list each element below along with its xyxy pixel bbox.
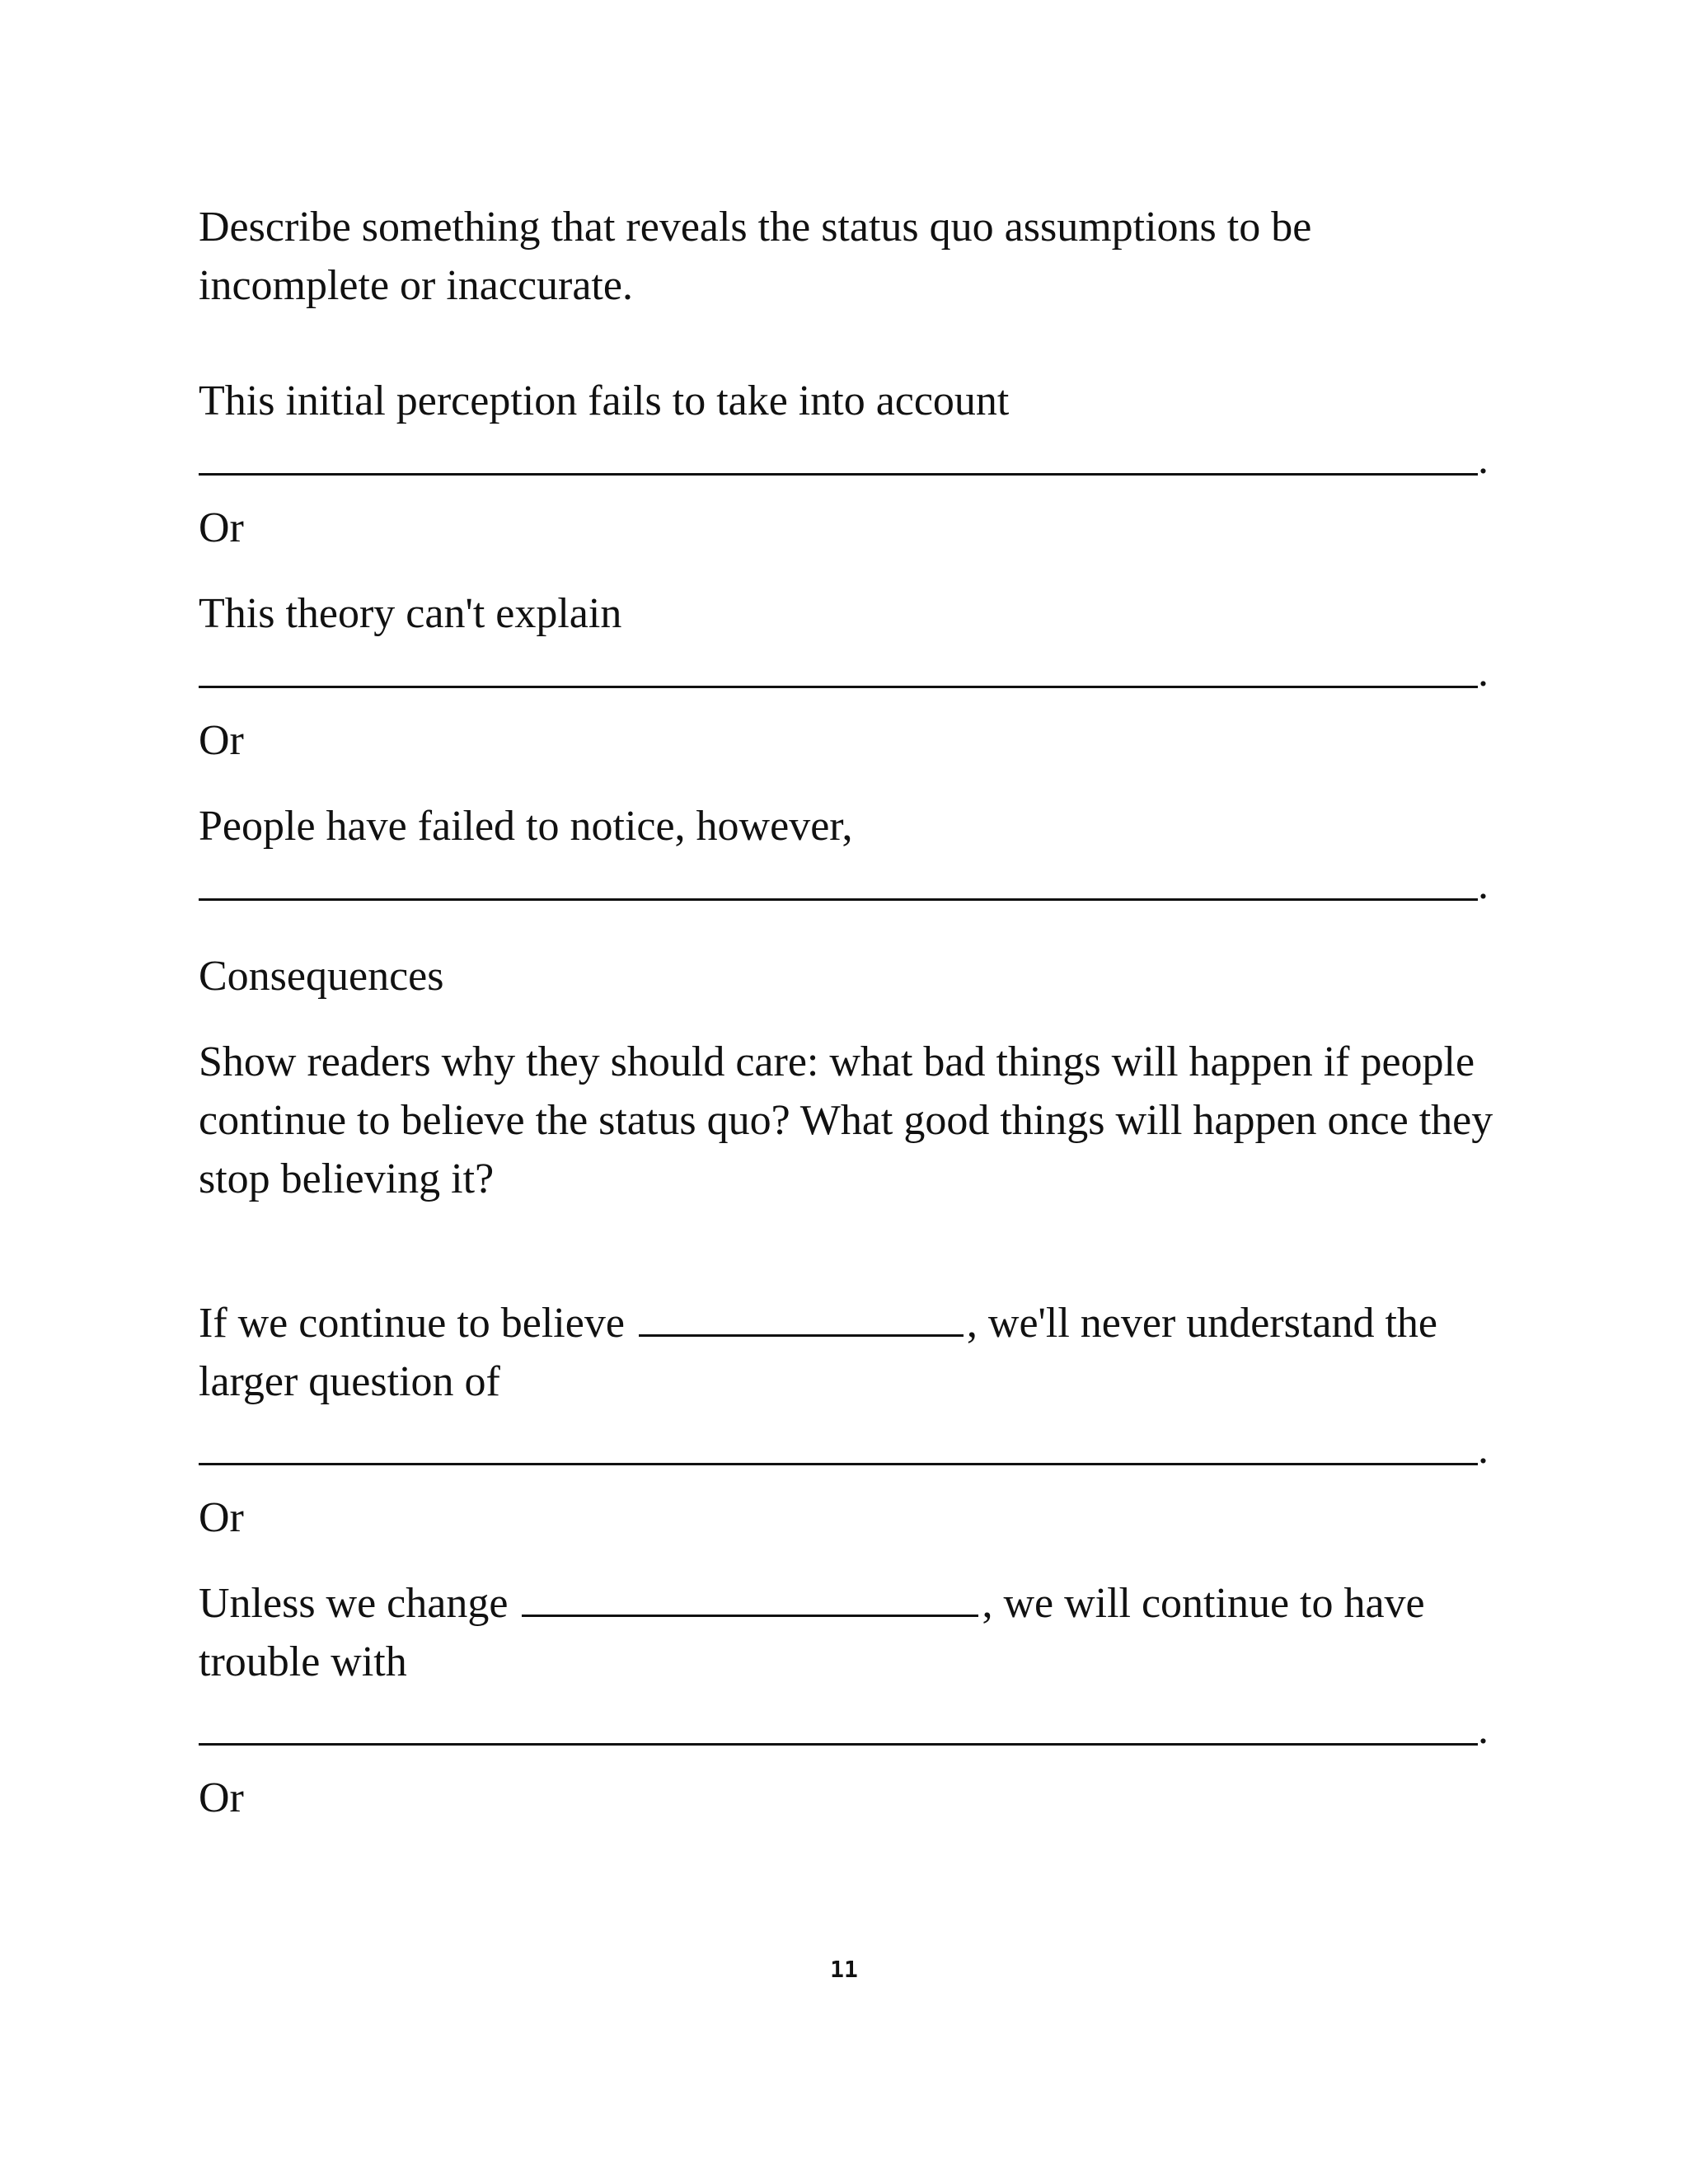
prompt-unless-we-change — [199, 1574, 1484, 1691]
fill-in-blank-2[interactable] — [199, 643, 1501, 696]
blank-rule — [199, 686, 1478, 688]
blank-rule — [199, 1463, 1478, 1465]
blank-period: . — [1478, 436, 1489, 483]
blank-period: . — [1478, 861, 1489, 908]
fill-in-blank-1[interactable] — [199, 430, 1501, 483]
inline-blank-2[interactable] — [522, 1575, 978, 1617]
prompt-text-after: , we'll never understand the larger question of — [199, 1300, 1437, 1405]
prompt-text-after: , we will continue to have trouble with — [199, 1580, 1425, 1685]
blank-rule — [199, 473, 1478, 476]
blank-rule — [199, 1743, 1478, 1746]
fill-in-blank-4[interactable] — [199, 1420, 1501, 1473]
or-separator-4: Or — [199, 1774, 244, 1821]
prompt-theory-cant-explain: This theory can't explain — [199, 590, 622, 637]
or-separator-2: Or — [199, 717, 244, 764]
prompt-text-before: If we continue to believe — [199, 1300, 625, 1347]
prompt-continue-to-believe — [199, 1294, 1501, 1411]
inline-blank-1[interactable] — [639, 1295, 964, 1337]
blank-period: . — [1478, 1706, 1489, 1753]
show-readers-paragraph: Show readers why they should care: what bad things will happen if people continue to believe the status quo? What good things will happen once they stop believing it? — [199, 1038, 1493, 1202]
blank-period: . — [1478, 649, 1489, 696]
fill-in-blank-3[interactable] — [199, 855, 1501, 908]
page-number: 11 — [830, 1956, 858, 1983]
or-separator-3: Or — [199, 1494, 244, 1541]
prompt-text-before: Unless we change — [199, 1580, 509, 1627]
prompt-initial-perception: This initial perception fails to take into account — [199, 377, 1010, 424]
page-content — [199, 198, 1501, 1827]
or-separator-1: Or — [199, 504, 244, 551]
blank-rule — [199, 898, 1478, 901]
fill-in-blank-5[interactable] — [199, 1700, 1501, 1753]
blank-period: . — [1478, 1426, 1489, 1473]
prompt-failed-to-notice: People have failed to notice, however, — [199, 803, 853, 850]
section-heading-consequences: Consequences — [199, 953, 444, 1000]
describe-paragraph: Describe something that reveals the status quo assumptions to be incomplete or inaccurate. — [199, 204, 1312, 309]
